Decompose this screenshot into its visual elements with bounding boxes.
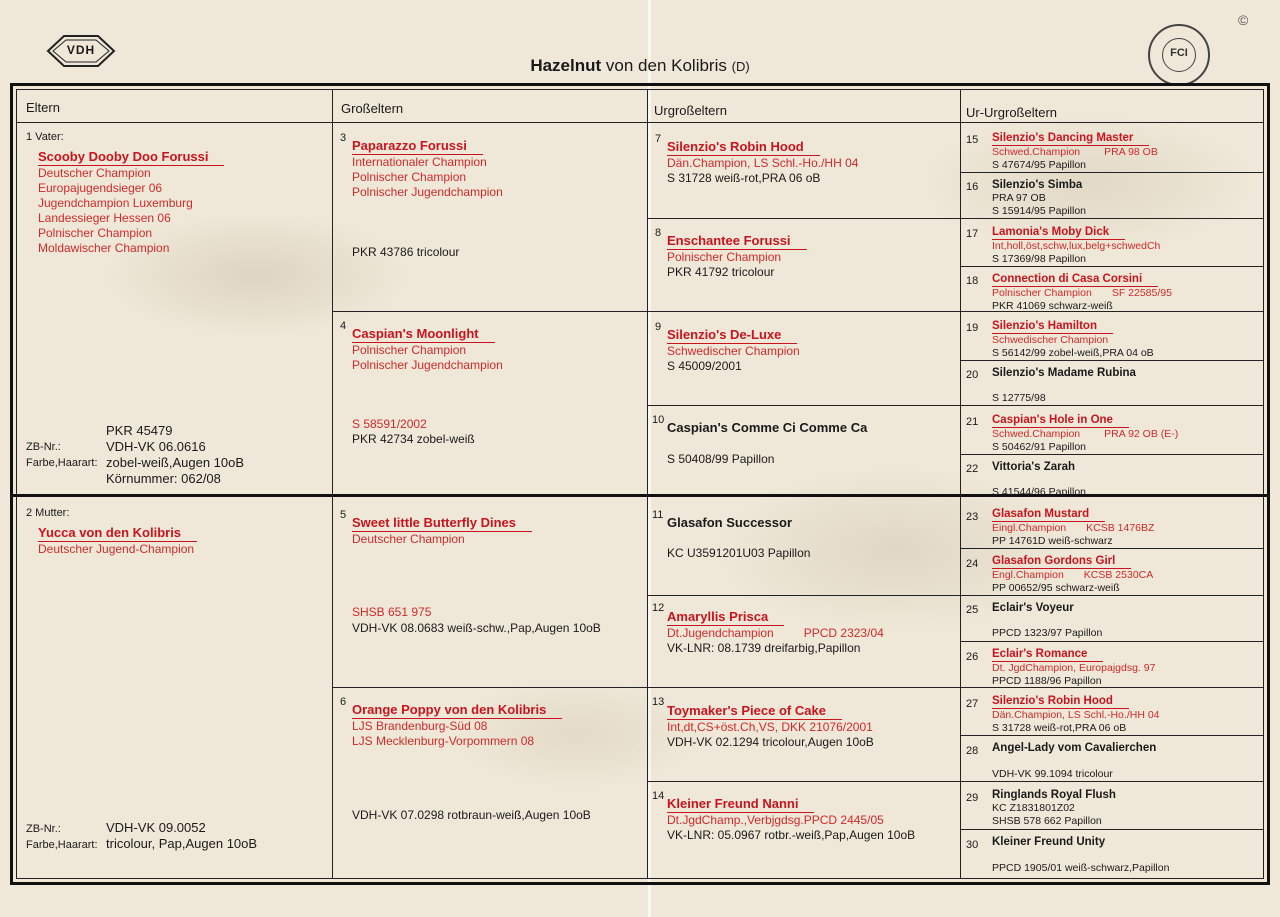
ancestor-registration: PPCD 1323/97 Papillon [992,627,1103,639]
gg-grandparent-cell [992,601,1262,615]
sire-title: Moldawischer Champion [38,241,170,255]
sire-title: Polnischer Champion [38,226,153,240]
zb-label: ZB-Nr.: [26,441,61,453]
ancestor-number: 4 [340,320,347,332]
column-header-great-grandparents: Urgroßeltern [654,103,727,118]
ancestor-number: 18 [966,275,979,287]
pedigree-title [0,56,1280,76]
ancestor-title: Dt.JgdChamp.,Verbjgdsg.PPCD 2445/05 [667,813,884,827]
grandparent-cell [352,326,642,373]
dam-zb-number: VDH-VK 09.0052 [106,820,206,835]
sire-title: Landessieger Hessen 06 [38,211,171,225]
sire-zb-number: VDH-VK 06.0616 [106,439,206,454]
ancestor-name: Glasafon Gordons Girl [992,554,1131,569]
row-divider [961,735,1264,736]
ancestor-foreign-registration: SHSB 651 975 [352,605,432,619]
ancestor-title: Dt. JgdChampion, Europajgdsg. 97 [992,662,1156,674]
ancestor-number: 16 [966,181,979,193]
great-grandparent-cell [667,796,957,843]
copyright-mark: © [1238,12,1249,28]
ancestor-name: Kleiner Freund Nanni [667,796,814,813]
grandparent-cell [352,138,642,200]
ancestor-number: 9 [655,321,662,333]
ancestor-number: 24 [966,558,979,570]
ancestor-number: 30 [966,839,979,851]
ancestor-title: Schwed.Champion [992,428,1081,440]
gg-grandparent-cell [992,225,1262,266]
ancestor-title-row [667,626,957,641]
ancestor-number: 13 [652,696,665,708]
ancestor-title: Polnischer Jugendchampion [352,358,503,372]
ancestor-number: 17 [966,228,979,240]
ancestor-number: 22 [966,463,979,475]
gg-grandparent-cell [992,694,1262,735]
ancestor-registration: S 15914/95 Papillon [992,205,1086,217]
ancestor-registration: S 17369/98 Papillon [992,253,1086,265]
ancestor-name: Silenzio's Robin Hood [992,694,1129,709]
ancestor-name: Caspian's Comme Ci Comme Ca [667,420,868,435]
row-divider [648,405,1264,406]
ancestor-number: 11 [652,509,664,521]
ancestor-name: Paparazzo Forussi [352,138,483,155]
ancestor-name: Glasafon Mustard [992,507,1105,522]
gg-grandparent-cell [992,507,1262,548]
ancestor-title: Deutscher Champion [352,532,465,546]
row-divider [961,266,1264,267]
dog-name: Hazelnut [530,56,602,75]
ancestor-name: Toymaker's Piece of Cake [667,703,842,720]
ancestor-title-row [992,569,1262,582]
ancestor-name: Caspian's Hole in One [992,413,1129,428]
ancestor-health-record: PRA 98 OB [1104,146,1158,158]
sire-name: Scooby Dooby Doo Forussi [38,149,224,166]
gg-grandparent-cell [992,554,1262,595]
color-label: Farbe,Haarart: [26,457,98,469]
ancestor-title: Polnischer Champion [352,343,467,357]
ancestor-name: Silenzio's Dancing Master [992,131,1149,146]
row-divider [961,548,1264,549]
gg-grandparent-cell [992,131,1262,172]
gg-grandparent-cell [992,366,1262,380]
ancestor-registration: PPCD 1188/96 Papillon [992,675,1102,687]
ancestor-registration: PP 00652/95 schwarz-weiß [992,582,1120,594]
ancestor-title: Polnischer Champion [352,170,467,184]
gg-grandparent-cell [992,741,1262,755]
ancestor-title-row [992,146,1262,159]
ancestor-title: Eingl.Champion [992,522,1067,534]
ancestor-name: Ringlands Royal Flush [992,789,1116,801]
gg-grandparent-cell [992,835,1262,849]
column-header-parents: Eltern [26,100,60,115]
ancestor-foreign-registration: SF 22585/95 [1111,287,1172,299]
ancestor-registration: S 50462/91 Papillon [992,441,1086,453]
ancestor-health-record: PRA 92 OB (E-) [1104,428,1179,440]
ancestor-registration: VDH-VK 02.1294 tricolour,Augen 10oB [667,735,874,749]
sire-color: zobel-weiß,Augen 10oB [106,455,245,470]
ancestor-number: 14 [652,790,665,802]
sire-title: Europajugendsieger 06 [38,181,163,195]
ancestor-number: 3 [340,132,347,144]
great-grandparent-cell [667,609,957,656]
ancestor-number: 20 [966,369,979,381]
sire-label: 1 Vater: [26,131,64,143]
ancestor-name: Eclair's Romance [992,647,1103,662]
kennel-name: von den Kolibris [605,56,727,75]
ancestor-name: Vittoria's Zarah [992,461,1076,473]
ancestor-registration: KC Z1831801Z02 [992,802,1075,814]
ancestor-registration: S 56142/99 zobel-weiß,PRA 04 oB [992,347,1154,359]
sire-registration: PKR 45479 [106,423,173,438]
sire-title: Deutscher Champion [38,166,151,180]
ancestor-registration: VK-LNR: 08.1739 dreifarbig,Papillon [667,641,861,655]
ancestor-title: Polnischer Champion [667,250,782,264]
dam-label: 2 Mutter: [26,507,70,519]
column-header-gg-grandparents: Ur-Urgroßeltern [966,105,1058,120]
ancestor-number: 28 [966,745,979,757]
ancestor-title: Engl.Champion [992,569,1064,581]
ancestor-registration: PKR 41792 tricolour [667,265,775,279]
row-divider [961,172,1264,173]
ancestor-registration: S 12775/98 [992,392,1046,404]
great-grandparent-cell [667,327,957,374]
ancestor-registration: PP 14761D weiß-schwarz [992,535,1113,547]
ancestor-title-row [992,522,1262,535]
row-divider [961,454,1264,455]
ancestor-number: 21 [966,416,979,428]
gg-grandparent-cell [992,647,1262,688]
country-code: (D) [731,59,750,74]
ancestor-title-row [992,287,1262,300]
great-grandparent-cell [667,515,957,531]
ancestor-name: Enschantee Forussi [667,233,807,250]
grandparent-cell [352,515,642,547]
great-grandparent-cell [667,139,957,186]
ancestor-name: Glasafon Successor [667,515,792,530]
ancestor-title: Polnischer Jugendchampion [352,185,503,199]
ancestor-registration: PKR 43786 tricolour [352,245,460,259]
ancestor-name: Silenzio's Hamilton [992,319,1113,334]
ancestor-number: 5 [340,509,347,521]
ancestor-registration: KC U3591201U03 Papillon [667,546,811,560]
row-divider [648,781,1264,782]
ancestor-name: Sweet little Butterfly Dines [352,515,532,532]
ancestor-title: Schwedischer Champion [667,344,800,358]
header-divider [16,122,1264,123]
column-divider [647,90,648,878]
ancestor-title: Polnischer Champion [992,287,1092,299]
great-grandparent-cell [667,420,957,436]
ancestor-title: Dän.Champion, LS Schl.-Ho./HH 04 [992,709,1160,721]
ancestor-stud-book: PPCD 2323/04 [803,626,884,640]
dam-cell [26,506,326,557]
fci-seal-text: FCI [1170,47,1188,59]
ancestor-name: Silenzio's Madame Rubina [992,367,1136,379]
row-divider [961,641,1264,642]
ancestor-registration: SHSB 578 662 Papillon [992,815,1102,827]
ancestor-registration: PKR 41069 schwarz-weiß [992,300,1113,312]
ancestor-title: Internationaler Champion [352,155,487,169]
dam-title: Deutscher Jugend-Champion [38,542,195,556]
dam-name: Yucca von den Kolibris [38,525,197,542]
zb-label: ZB-Nr.: [26,823,61,835]
ancestor-number: 23 [966,511,979,523]
ancestor-name: Eclair's Voyeur [992,602,1074,614]
ancestor-number: 25 [966,604,979,616]
great-grandparent-cell [667,703,957,750]
ancestor-registration: PKR 42734 zobel-weiß [352,432,475,446]
ancestor-title: Int,dt,CS+öst.Ch,VS, DKK 21076/2001 [667,720,873,734]
gg-grandparent-cell [992,272,1262,313]
row-divider [961,829,1264,830]
column-header-grandparents: Großeltern [341,101,404,116]
gg-grandparent-cell [992,319,1262,360]
ancestor-number: 10 [652,414,665,426]
ancestor-title-row [992,428,1262,441]
ancestor-title: Schwedischer Champion [992,334,1109,346]
ancestor-registration: S 31728 weiß-rot,PRA 06 oB [992,722,1127,734]
ancestor-name: Orange Poppy von den Kolibris [352,702,562,719]
ancestor-registration: S 31728 weiß-rot,PRA 06 oB [667,171,821,185]
ancestor-number: 19 [966,322,979,334]
ancestor-name: Amaryllis Prisca [667,609,784,626]
ancestor-title: Int,holl,öst,schw,lux,belg+schwedCh [992,240,1161,252]
ancestor-title: LJS Mecklenburg-Vorpommern 08 [352,734,535,748]
ancestor-name: Silenzio's Robin Hood [667,139,820,156]
row-divider [648,218,1264,219]
ancestor-registration: S 45009/2001 [667,359,742,373]
ancestor-registration: S 50408/99 Papillon [667,452,775,466]
ancestor-number: 7 [655,133,662,145]
ancestor-title: LJS Brandenburg-Süd 08 [352,719,488,733]
ancestor-foreign-registration: S 58591/2002 [352,417,427,431]
row-divider [648,595,1264,596]
sire-breed-number: Körnummer: 062/08 [106,471,221,486]
vdh-logo-text: VDH [66,43,96,57]
ancestor-number: 27 [966,698,979,710]
ancestor-name: Lamonia's Moby Dick [992,225,1125,240]
sire-title: Jugendchampion Luxemburg [38,196,193,210]
ancestor-title: Dt.Jugendchampion [667,626,774,640]
ancestor-name: Silenzio's Simba [992,179,1083,191]
ancestor-number: 26 [966,651,979,663]
ancestor-number: 29 [966,792,979,804]
sire-cell [26,130,326,256]
dam-color: tricolour, Pap,Augen 10oB [106,836,258,851]
ancestor-registration: VDH-VK 99.1094 tricolour [992,768,1113,780]
ancestor-title: Dän.Champion, LS Schl.-Ho./HH 04 [667,156,859,170]
grandparent-cell [352,702,642,749]
ancestor-name: Connection di Casa Corsini [992,272,1158,287]
ancestor-name: Caspian's Moonlight [352,326,495,343]
ancestor-stud-book: KCSB 2530CA [1083,569,1154,581]
ancestor-registration: VK-LNR: 05.0967 rotbr.-weiß,Pap,Augen 10oB [667,828,916,842]
great-grandparent-cell [667,233,957,280]
gg-grandparent-cell [992,413,1262,454]
ancestor-registration: PPCD 1905/01 weiß-schwarz,Papillon [992,862,1170,874]
ancestor-name: Kleiner Freund Unity [992,836,1106,848]
gg-grandparent-cell [992,178,1262,218]
ancestor-number: 8 [655,227,662,239]
ancestor-name: Silenzio's De-Luxe [667,327,797,344]
ancestor-number: 6 [340,696,347,708]
ancestor-registration: S 47674/95 Papillon [992,159,1086,171]
gg-grandparent-cell [992,788,1262,828]
ancestor-stud-book: KCSB 1476BZ [1086,522,1155,534]
ancestor-number: 15 [966,134,979,146]
fci-seal [1148,24,1210,86]
ancestor-registration: VDH-VK 07.0298 rotbraun-weiß,Augen 10oB [352,808,591,822]
ancestor-registration: S 41544/96 Papillon [992,486,1086,498]
color-label: Farbe,Haarart: [26,839,98,851]
row-divider [961,360,1264,361]
ancestor-number: 12 [652,602,665,614]
ancestor-registration: PRA 97 OB [992,192,1046,204]
column-divider [332,90,333,878]
ancestor-registration: VDH-VK 08.0683 weiß-schw.,Pap,Augen 10oB [352,621,601,635]
ancestor-title: Schwed.Champion [992,146,1081,158]
ancestor-name: Angel-Lady vom Cavalierchen [992,742,1157,754]
column-divider [960,90,961,878]
gg-grandparent-cell [992,460,1262,474]
